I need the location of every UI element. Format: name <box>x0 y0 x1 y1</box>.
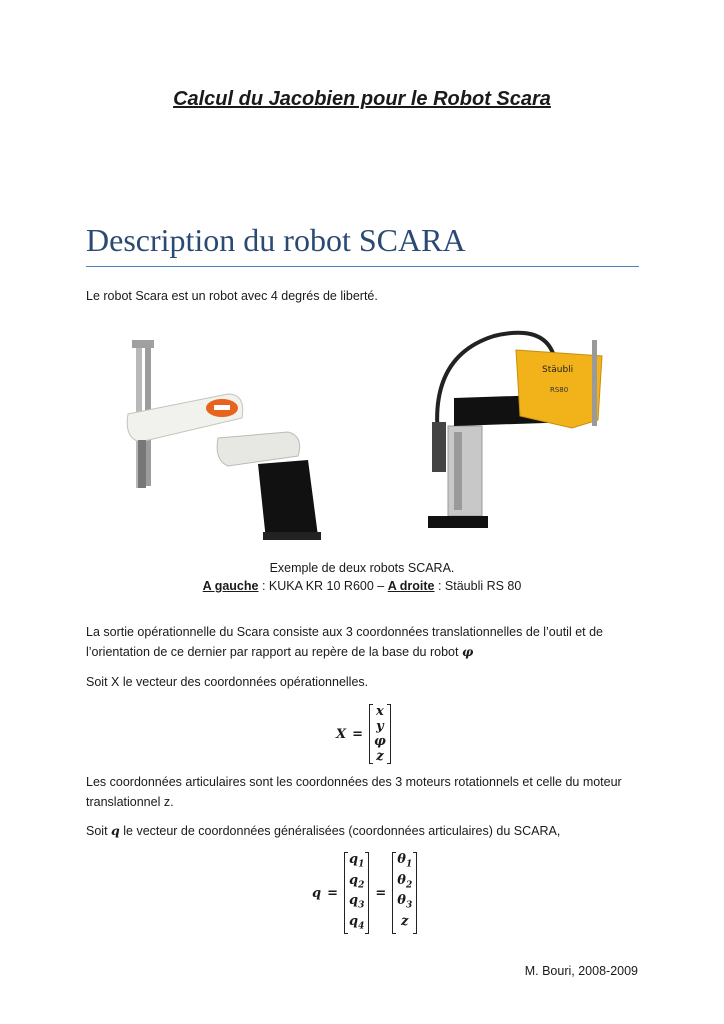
caption-line-1: Exemple de deux robots SCARA. <box>269 561 455 575</box>
footer-author: M. Bouri, 2008-2009 <box>524 964 638 978</box>
staubli-brand-text: Stäubli <box>542 365 574 375</box>
matrix-x-entry: x <box>376 704 384 719</box>
q-paragraph <box>86 821 646 841</box>
eq-q-equals-2: = <box>375 885 387 901</box>
eq-x-lhs: X <box>336 726 347 742</box>
matrix-theta-entry: z <box>401 913 409 929</box>
articular-paragraph: Les coordonnées articulaires sont les coordonnées des 3 moteurs rotationnels et celle du moteur translationnel z. <box>86 775 622 809</box>
kuka-base <box>258 460 318 540</box>
q-after: le vecteur de coordonnées généralisées (coordonnées articulaires) du SCARA, <box>119 824 561 838</box>
matrix-q <box>344 852 369 934</box>
matrix-x-entry: y <box>376 719 384 734</box>
staubli-model-text: RS80 <box>550 386 569 394</box>
matrix-x <box>369 704 391 764</box>
matrix-theta <box>392 852 417 934</box>
eq-q-equals-1: = <box>327 885 338 901</box>
caption-right-text: : Stäubli RS 80 <box>434 579 522 593</box>
phi-symbol: φ <box>461 644 474 659</box>
section-heading: Description du robot SCARA <box>86 222 466 258</box>
caption-left-text: : KUKA KR 10 R600 – <box>258 579 388 593</box>
output-paragraph <box>86 622 646 662</box>
document-title: Calcul du Jacobien pour le Robot Scara <box>173 88 551 110</box>
equation-x <box>336 704 391 764</box>
matrix-x-entry: z <box>376 749 384 764</box>
matrix-x-entry: φ <box>374 734 386 749</box>
vector-x-paragraph: Soit X le vecteur des coordonnées opérationnelles. <box>86 675 369 689</box>
equation-q <box>312 852 417 934</box>
q-symbol: q <box>111 823 120 838</box>
caption-line-2 <box>0 577 724 595</box>
matrix-q-entry: $q_1$ <box>349 852 365 870</box>
staubli-robot-image <box>424 326 614 536</box>
q-before: Soit <box>86 824 112 838</box>
matrix-theta-entry: $\theta_3$ <box>397 893 413 911</box>
kuka-arm-2 <box>217 432 300 466</box>
matrix-q-entry: $q_2$ <box>349 872 365 891</box>
staubli-column <box>448 426 482 516</box>
matrix-theta-entry: $\theta_2$ <box>397 872 413 891</box>
caption-right-label: A droite <box>387 579 435 593</box>
eq-q-lhs: q <box>312 885 322 901</box>
staubli-foot <box>428 516 488 528</box>
figure-caption <box>0 559 724 595</box>
matrix-theta-entry: $\theta_1$ <box>397 852 413 870</box>
intro-paragraph: Le robot Scara est un robot avec 4 degrés de liberté. <box>86 289 378 303</box>
caption-left-label: A gauche <box>202 579 259 593</box>
kuka-robot-image <box>118 336 328 546</box>
eq-x-equals: = <box>352 726 363 742</box>
heading-underline <box>86 266 639 267</box>
matrix-q-entry: $q_3$ <box>349 893 365 911</box>
output-text: La sortie opérationnelle du Scara consiste aux 3 coordonnées translationnelles de l’outil et de l’orientation de ce dernier par rapport au repère de la base du robot <box>86 625 603 659</box>
matrix-q-entry: $q_4$ <box>349 913 365 932</box>
